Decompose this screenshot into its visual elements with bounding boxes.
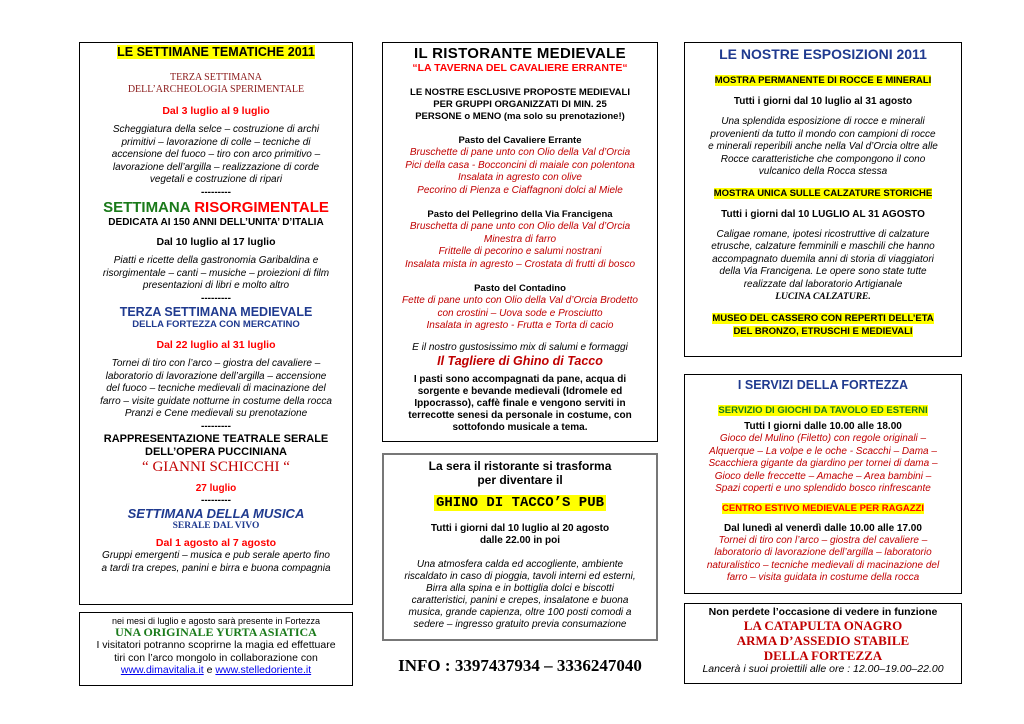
exhibition-2-dates: Tutti i giorni dal 10 LUGLIO AL 31 AGOSTO bbox=[721, 208, 925, 220]
restaurant-title: IL RISTORANTE MEDIEVALE bbox=[414, 45, 626, 62]
pub-desc-line: riscaldato in caso di pioggia, tavoli interni ed esterni, bbox=[404, 571, 636, 582]
music-desc-line: Gruppi emergenti – musica e pub serale aperto fino bbox=[102, 550, 330, 561]
service-2-desc-line: laboratorio di lavorazione dell’argilla – laboratorio bbox=[714, 547, 932, 558]
pub-desc-line: Birra alla spina e in bottiglia dolci e biscotti bbox=[426, 583, 614, 594]
exhibition-3-title: MUSEO DEL CASSERO CON REPERTI DELL’ETA bbox=[712, 312, 934, 324]
risorgimentale-dates: Dal 10 luglio al 17 luglio bbox=[156, 236, 276, 248]
service-1-desc-line: Gioco del Mulino (Filetto) con regole originali – bbox=[719, 433, 927, 444]
separator: --------- bbox=[201, 292, 231, 304]
medieval-desc-line: Tornei di tiro con l’arco – giostra del cavaliere – bbox=[111, 358, 321, 369]
menu-title: Pasto del Contadino bbox=[474, 283, 566, 294]
menu-item: Bruschetta di pane unto con Olio della Val d’Orcia bbox=[409, 221, 631, 232]
service-2-title: CENTRO ESTIVO MEDIEVALE PER RAGAZZI bbox=[722, 502, 924, 514]
exhibitions-title: LE NOSTRE ESPOSIZIONI 2011 bbox=[719, 46, 927, 62]
menu-item: con crostini – Uova sode e Prosciutto bbox=[437, 307, 603, 319]
medieval-week-title: TERZA SETTIMANA MEDIEVALE bbox=[119, 305, 313, 319]
menu-item: Insalata in agresto - Frutta e Torta di cacio bbox=[426, 320, 614, 331]
service-2-desc-line: Tornei di tiro con l’arco – giostra del cavaliere – bbox=[718, 534, 928, 546]
restaurant-subtitle: “LA TAVERNA DEL CAVALIERE ERRANTE“ bbox=[412, 62, 628, 74]
week3-desc-line: Scheggiatura della selce – costruzione di archi bbox=[112, 124, 320, 135]
menu-item: Frittelle di pecorino e salumi nostrani bbox=[438, 246, 602, 257]
medieval-desc-line: Pranzi e Cene medievali su prenotazione bbox=[124, 408, 308, 419]
restaurant-intro-line: PERSONE o MENO (ma solo su prenotazione!) bbox=[415, 111, 625, 122]
service-2-dates: Dal lunedì al venerdì dalle 10.00 alle 17.00 bbox=[724, 522, 922, 534]
catapult-title-line: DELLA FORTEZZA bbox=[763, 648, 883, 663]
restaurant-footer-line: sorgente e bevande medievali (Idromele ed bbox=[417, 385, 623, 397]
pub-dates-line: Tutti i giorni dal 10 luglio al 20 agosto bbox=[430, 523, 610, 534]
medieval-desc-line: laboratorio di lavorazione dell’argilla – accensione bbox=[105, 370, 327, 382]
medieval-week-dates: Dal 22 luglio al 31 luglio bbox=[156, 339, 276, 351]
menu-title: Pasto del Pellegrino della Via Francigena bbox=[427, 209, 613, 220]
exhibition-2-desc-line: accompagnato duemila anni di storia di viaggiatori bbox=[712, 253, 934, 265]
week3-title-line: DELL’ARCHEOLOGIA SPERIMENTALE bbox=[127, 84, 305, 95]
music-desc-line: a tardi tra crepes, panini e birra e buona compagnia bbox=[101, 562, 331, 574]
pub-desc-line: Una atmosfera calda ed accogliente, ambiente bbox=[416, 559, 624, 570]
risorg-desc-line: risorgimentale – canti – musiche – proiezioni di film bbox=[102, 267, 330, 279]
yurta-text-line: tiri con l’arco mongolo in collaborazione con bbox=[114, 651, 318, 664]
restaurant-panel bbox=[382, 42, 658, 442]
menu-item: Fette di pane unto con Olio della Val d’Orcia Brodetto bbox=[402, 295, 638, 306]
pub-desc-line: caratteristici, panini e crepes, insalatone e buona bbox=[411, 595, 629, 606]
menu-title: Pasto del Cavaliere Errante bbox=[458, 135, 582, 146]
restaurant-intro-line: LE NOSTRE ESCLUSIVE PROPOSTE MEDIEVALI bbox=[410, 87, 630, 98]
catapult-panel bbox=[684, 603, 962, 684]
restaurant-footer-line: I pasti sono accompagnati da pane, acqua di bbox=[413, 373, 627, 385]
service-2-desc-line: farro – visita guidata in costume della rocca bbox=[726, 572, 920, 583]
week3-desc-line: vegetali e costruzione di ripari bbox=[149, 174, 283, 185]
tagliere-intro: E il nostro gustosissimo mix di salumi e formaggi bbox=[412, 341, 628, 353]
thematic-weeks-panel bbox=[79, 42, 353, 605]
menu-item: Bruschette di pane unto con Olio della Val d’Orcia bbox=[409, 147, 631, 158]
separator: --------- bbox=[201, 495, 231, 506]
medieval-week-subtitle: DELLA FORTEZZA CON MERCATINO bbox=[132, 319, 300, 330]
pub-panel bbox=[382, 453, 658, 641]
yurta-panel: nei mesi di luglio e agosto sarà presente in Fortezza UNA ORIGINALE YURTA ASIATICA I visitatori potranno scoprirne la magia ed effettuare tiri con l’arco mongolo in collaborazione con www.dimavitalia.it e www.stelledoriente.it bbox=[79, 612, 353, 686]
service-1-desc-line: Scacchiera gigante da giardino per tornei di dama – bbox=[708, 458, 938, 469]
stelledoriente-link[interactable]: www.stelledoriente.it bbox=[215, 664, 312, 676]
yurta-text-line: I visitatori potranno scoprirne la magia ed effettuare bbox=[96, 639, 336, 651]
week3-desc-line: primitivi – lavorazione di colle – tecniche di bbox=[121, 136, 311, 148]
pub-intro-line: La sera il ristorante si trasforma bbox=[428, 459, 612, 473]
dimavitalia-link[interactable]: www.dimavitalia.it bbox=[120, 664, 204, 676]
services-title: I SERVIZI DELLA FORTEZZA bbox=[737, 378, 909, 392]
exhibition-2-desc-line: Caligae romane, ipotesi ricostruttive di calzature bbox=[716, 228, 930, 240]
pub-dates-line: dalle 22.00 in poi bbox=[479, 535, 561, 546]
exhibition-2-title: MOSTRA UNICA SULLE CALZATURE STORICHE bbox=[713, 187, 933, 199]
menu-item: Minestra di farro bbox=[483, 233, 557, 245]
exhibitions-panel bbox=[684, 42, 962, 357]
info-phone: INFO : 3397437934 – 3336247040 bbox=[398, 656, 642, 675]
service-1-dates: Tutti I giorni dalle 10.00 alle 18.00 bbox=[744, 421, 902, 432]
week3-title-line: TERZA SETTIMANA bbox=[170, 72, 262, 83]
menu-item: Insalata in agresto con olive bbox=[458, 172, 582, 183]
service-1-desc-line: Alquerque – La volpe e le oche - Scacchi – Dama – bbox=[709, 445, 937, 457]
restaurant-intro-line: PER GRUPPI ORGANIZZATI DI MIN. 25 bbox=[433, 99, 607, 110]
service-1-title: SERVIZIO DI GIOCHI DA TAVOLO ED ESTERNI bbox=[718, 405, 928, 416]
restaurant-footer-line: terrecotte senesi da personale in costume, con bbox=[408, 409, 632, 421]
music-week-subtitle: SERALE DAL VIVO bbox=[172, 521, 260, 531]
exhibition-1-title: MOSTRA PERMANENTE DI ROCCE E MINERALI bbox=[714, 75, 932, 86]
lucina-calzature: LUCINA CALZATURE. bbox=[775, 292, 871, 302]
theatre-title-line: DELL’OPERA PUCCINIANA bbox=[145, 446, 287, 458]
restaurant-footer-line: sottofondo musicale a tema. bbox=[452, 421, 588, 433]
exhibition-3-title: DEL BRONZO, ETRUSCHI E MEDIEVALI bbox=[733, 325, 913, 337]
yurta-title: UNA ORIGINALE YURTA ASIATICA bbox=[115, 625, 317, 639]
risorgimentale-subtitle: DEDICATA AI 150 ANNI DELL’UNITA’ D’ITALIA bbox=[108, 217, 324, 228]
exhibition-1-desc-line: vulcanico della Rocca stessa bbox=[758, 166, 888, 177]
risorg-desc-line: presentazioni di libri e molto altro bbox=[142, 280, 290, 291]
tagliere-title: Il Tagliere di Ghino di Tacco bbox=[437, 353, 603, 368]
exhibition-1-desc-line: Rocce caratteristiche che compongono il cono bbox=[720, 153, 926, 165]
pub-intro-line: per diventare il bbox=[477, 473, 563, 487]
exhibition-1-dates: Tutti i giorni dal 10 luglio al 31 agosto bbox=[733, 96, 913, 107]
pub-desc-line: sedere – ingresso gratuito previa consumazione bbox=[413, 619, 627, 630]
medieval-desc-line: farro – visite guidate notturne in costume della rocca bbox=[100, 395, 332, 407]
week3-desc-line: lavorazione dell’argilla – realizzazione di corde bbox=[112, 161, 320, 173]
yurta-intro: nei mesi di luglio e agosto sarà presente in Fortezza bbox=[111, 616, 321, 626]
menu-item: Pici della casa - Bocconcini di maiale con polentona bbox=[405, 159, 635, 171]
services-panel bbox=[684, 374, 962, 594]
risorgimentale-title: SETTIMANA RISORGIMENTALE bbox=[103, 199, 329, 216]
opera-date: 27 luglio bbox=[195, 483, 237, 494]
menu-item: Pecorino di Pienza e Ciaffagnoni dolci al Miele bbox=[417, 184, 623, 196]
theatre-title-line: RAPPRESENTAZIONE TEATRALE SERALE bbox=[103, 433, 329, 445]
separator: --------- bbox=[201, 186, 231, 198]
catapult-times: Lancerà i suoi proiettili alle ore : 12.00–19.00–22.00 bbox=[702, 663, 944, 675]
service-1-desc-line: Gioco delle freccette – Amache – Area bambini – bbox=[714, 470, 932, 482]
service-2-desc-line: naturalistico – tecniche medievali di macinazione del bbox=[706, 559, 940, 571]
catapult-title-line: ARMA D’ASSEDIO STABILE bbox=[736, 633, 910, 648]
opera-title: “ GIANNI SCHICCHI “ bbox=[142, 459, 290, 475]
catapult-intro: Non perdete l’occasione di vedere in funzione bbox=[708, 606, 938, 618]
separator: --------- bbox=[201, 420, 231, 432]
pub-desc-line: musica, grande capienza, oltre 100 posti comodi a bbox=[408, 607, 632, 618]
catapult-title-line: LA CATAPULTA ONAGRO bbox=[743, 618, 903, 633]
risorg-desc-line: Piatti e ricette della gastronomia Garibaldina e bbox=[113, 255, 319, 266]
exhibition-1-desc-line: e minerali reperibili anche nella Val d’Orcia oltre alle bbox=[708, 141, 938, 152]
exhibition-2-desc-line: etrusche, calzature femminili e maschili che hanno bbox=[711, 241, 935, 252]
exhibition-1-desc-line: Una splendida esposizione di rocce e minerali bbox=[721, 116, 925, 127]
menu-item: Insalata mista in agresto – Crostata di frutti di bosco bbox=[404, 258, 636, 270]
week3-desc-line: accensione del fuoco – tiro con arco primitivo – bbox=[111, 149, 321, 160]
week3-dates: Dal 3 luglio al 9 luglio bbox=[162, 105, 270, 117]
pub-name: GHINO DI TACCO’S PUB bbox=[435, 495, 605, 511]
music-week-title: SETTIMANA DELLA MUSICA bbox=[127, 506, 305, 521]
exhibition-2-desc-line: realizzate dal laboratorio Artigianale bbox=[743, 278, 903, 290]
service-1-desc-line: Spazi coperti e uno splendido bosco rinfrescante bbox=[715, 483, 931, 494]
medieval-desc-line: del fuoco – tecniche medievali di macinazione del bbox=[106, 383, 326, 394]
music-week-dates: Dal 1 agosto al 7 agosto bbox=[155, 537, 277, 549]
exhibition-2-desc-line: della Via Francigena. Le opere sono state tutte bbox=[719, 266, 927, 277]
thematic-weeks-title: LE SETTIMANE TEMATICHE 2011 bbox=[117, 45, 315, 59]
restaurant-footer-line: Ippocrasso), caffè finale e vengono serviti in bbox=[414, 397, 626, 409]
exhibition-1-desc-line: provenienti da tutto il mondo con campioni di rocce bbox=[710, 128, 936, 140]
